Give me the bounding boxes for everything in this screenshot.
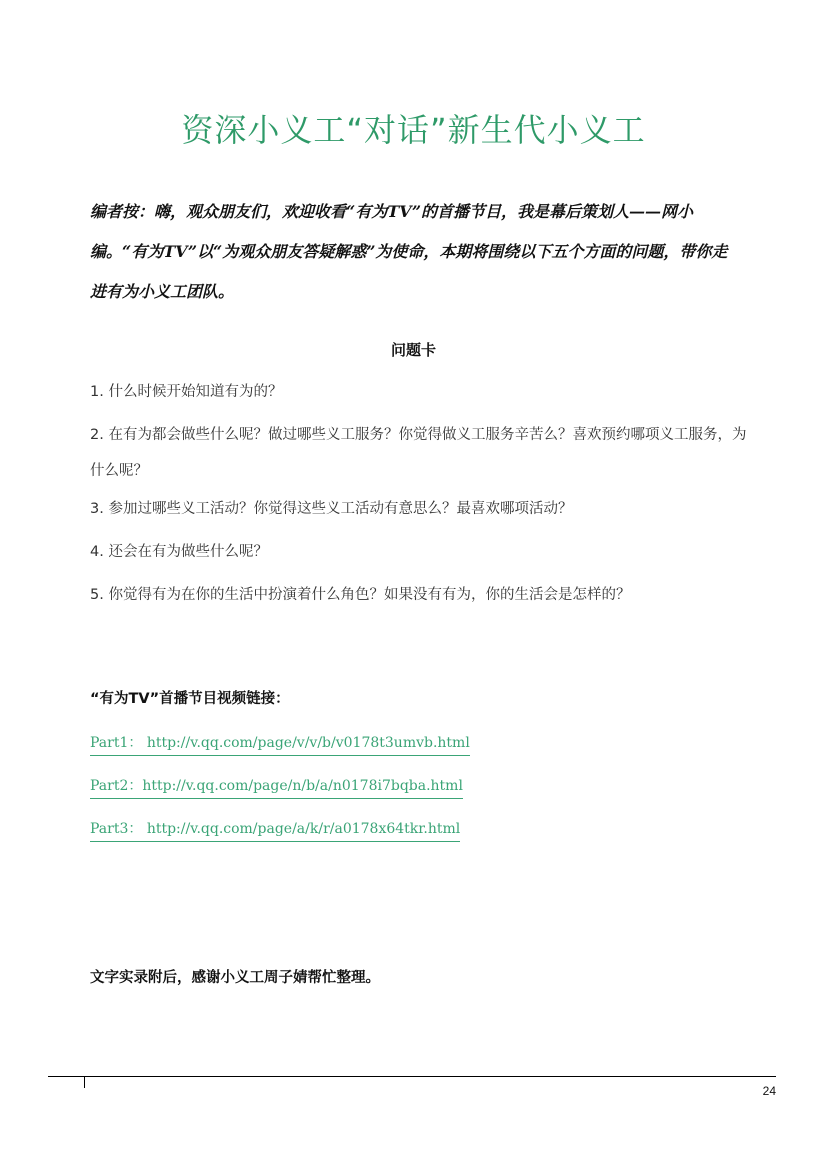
- page-title: 资深小义工“对话”新生代小义工: [181, 111, 646, 149]
- page-number: 24: [762, 1084, 776, 1098]
- video-link-part2[interactable]: Part2：http://v.qq.com/page/n/b/a/n0178i7bqba.html: [90, 775, 463, 799]
- editor-note-label: 编者按：: [90, 202, 155, 221]
- editor-note-text: 嗨，观众朋友们，欢迎收看“有为TV”的首播节目，我是幕后策划人——网小编。“有为TV”以“为观众朋友答疑解惑”为使命，本期将围绕以下五个方面的问题，带你走进有为小义工团队。: [90, 202, 728, 301]
- editor-note: [90, 192, 740, 312]
- question-item: 2. 在有为都会做些什么呢？做过哪些义工服务？你觉得做义工服务辛苦么？喜欢预约哪项义工服务，为什么呢？: [90, 427, 747, 479]
- question-item: 3. 参加过哪些义工活动？你觉得这些义工活动有意思么？最喜欢哪项活动？: [90, 501, 573, 517]
- footer-note: 文字实录附后，感谢小义工周子婧帮忙整理。: [90, 970, 380, 986]
- video-link-part1[interactable]: Part1： http://v.qq.com/page/v/v/b/v0178t3umvb.html: [90, 732, 470, 756]
- question-item: 1. 什么时候开始知道有为的？: [90, 384, 283, 400]
- footer-divider: [48, 1076, 776, 1077]
- question-item: 5. 你觉得有为在你的生活中扮演着什么角色？如果没有有为，你的生活会是怎样的？: [90, 587, 631, 603]
- question-card-heading: 问题卡: [390, 341, 436, 359]
- video-links-heading: “有为TV”首播节目视频链接：: [90, 691, 290, 707]
- video-link-part3[interactable]: Part3： http://v.qq.com/page/a/k/r/a0178x64tkr.html: [90, 818, 460, 842]
- question-list: [90, 380, 750, 626]
- footer-divider-tick: [84, 1076, 85, 1088]
- question-item: 4. 还会在有为做些什么呢？: [90, 544, 268, 560]
